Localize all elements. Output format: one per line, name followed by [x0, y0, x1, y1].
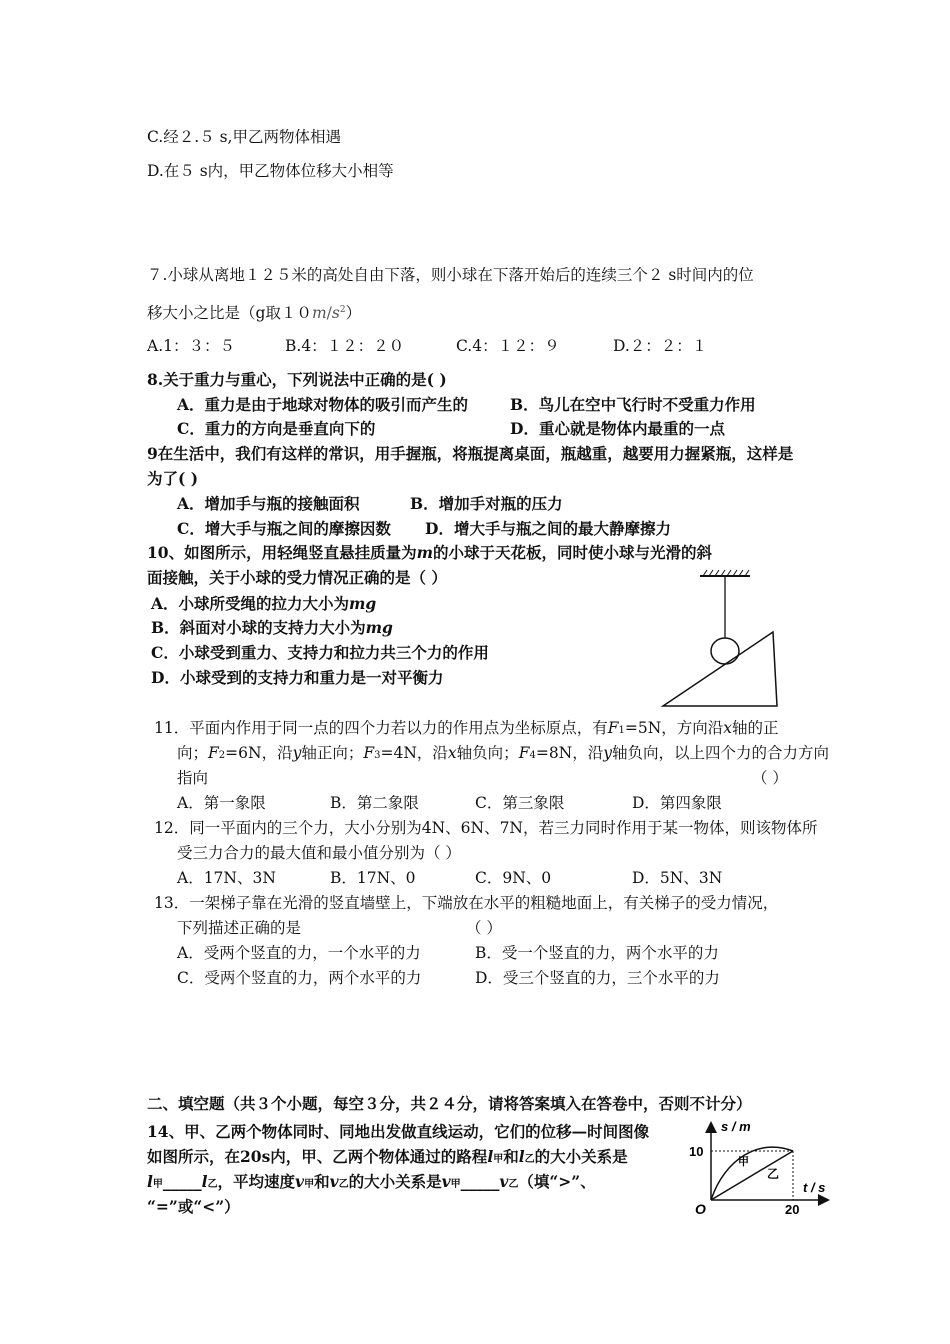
q9-option-a: A．增加手与瓶的接触面积: [177, 494, 360, 513]
ball: [711, 638, 739, 664]
q13-option-c: C．受两个竖直的力，两个水平的力: [177, 969, 422, 987]
q12-option-a: A．17N、3N: [177, 869, 276, 887]
q14-stem-line1: 14、甲、乙两个物体同时、同地出发做直线运动，它们的位移—时间图像: [147, 1122, 650, 1141]
q9-stem-line2: 为了( ): [147, 469, 199, 488]
q12-stem-line2: 受三力合力的最大值和最小值分别为（ ）: [177, 844, 461, 862]
q11-option-d: D．第四象限: [632, 794, 722, 812]
q9-option-d: D．增大手与瓶之间的最大静摩擦力: [425, 519, 671, 538]
q9-option-b: B．增加手对瓶的压力: [410, 494, 563, 513]
q8-option-c: C．重力的方向是垂直向下的: [177, 419, 376, 438]
line-yi-label: 乙: [767, 1167, 780, 1181]
x-axis-label: t / s: [803, 1180, 826, 1195]
q12-option-d: D．5N、3N: [632, 869, 723, 887]
incline-ball-figure: [655, 568, 785, 713]
q13-option-a: A．受两个竖直的力，一个水平的力: [177, 944, 421, 962]
q11-option-c: C．第三象限: [475, 794, 565, 812]
q14-stem-line3: l甲_____l乙，平均速度v甲和v乙的大小关系是v甲_____v乙（填“>”、: [147, 1172, 596, 1191]
q13-option-d: D．受三个竖直的力，三个水平的力: [475, 969, 720, 987]
q11-stem-line2: 向；F2=6N，沿y轴正向；F3=4N，沿x轴负向；F4=8N，沿y轴负向，以上四个力的合力方向: [177, 744, 830, 762]
y-tick-label: 10: [689, 1144, 704, 1159]
q10-option-d: D．小球受到的支持力和重力是一对平衡力: [151, 668, 444, 687]
x-tick-label: 20: [785, 1202, 800, 1217]
q12-option-c: C．9N、0: [475, 869, 552, 887]
origin-label: O: [695, 1201, 706, 1217]
q9-stem-line1: 9在生活中，我们有这样的常识，用手握瓶，将瓶提离桌面，瓶越重，越要用力握紧瓶，这样是: [147, 444, 794, 463]
q7-option-d: D.２：２：１: [613, 337, 708, 355]
q7-option-a: A.1：３：５: [147, 337, 235, 355]
q12-option-b: B．17N、0: [330, 869, 416, 887]
q10-stem-line1: 10、如图所示，用轻绳竖直悬挂质量为m的小球于天花板，同时使小球与光滑的斜: [147, 543, 712, 562]
q7-stem-line1: ７.小球从离地１２５米的高处自由下落，则小球在下落开始后的连续三个２ s时间内的位: [147, 266, 754, 284]
y-axis-label: s / m: [721, 1119, 751, 1134]
section2-heading: 二、填空题（共３个小题，每空３分，共２４分，请将答案填入在答卷中，否则不计分）: [147, 1094, 752, 1113]
q7-option-b: B.4：１２：２０: [285, 337, 405, 355]
q12-stem-line1: 12．同一平面内的三个力，大小分别为4N、6N、7N，若三力同时作用于某一物体，则该物体所: [154, 819, 818, 837]
q8-stem: 8.关于重力与重心，下列说法中正确的是( ): [147, 370, 447, 389]
q13-option-b: B．受一个竖直的力，两个水平的力: [475, 944, 719, 962]
q13-stem-line2: 下列描述正确的是: [177, 919, 302, 937]
q7-stem-line2: 移大小之比是（g取$10m/s^2$）: [147, 304, 362, 323]
q13-stem-line1: 13．一架梯子靠在光滑的竖直墙壁上，下端放在水平的粗糙地面上，有关梯子的受力情况，: [154, 894, 779, 912]
q8-option-b: B．鸟儿在空中飞行时不受重力作用: [510, 395, 756, 414]
q7-option-c: C.4：１２：９: [456, 337, 560, 355]
q14-stem-line2: 如图所示，在20s内，甲、乙两个物体通过的路程l甲和l乙的大小关系是: [147, 1147, 628, 1166]
q11-stem-line1: 11．平面内作用于同一点的四个力若以力的作用点为坐标原点，有F1=5N，方向沿x轴的正: [154, 719, 779, 737]
q11-option-b: B．第二象限: [330, 794, 419, 812]
q11-answer-paren: （ ）: [752, 769, 788, 787]
q10-option-a: A．小球所受绳的拉力大小为mg: [151, 594, 377, 613]
q6-option-d: D.在５ s内，甲乙物体位移大小相等: [147, 162, 394, 180]
curve-jia-label: 甲: [738, 1156, 749, 1168]
q6-option-c: C.经２.５ s,甲乙两物体相遇: [147, 128, 341, 146]
q10-option-b: B．斜面对小球的支持力大小为mg: [151, 618, 393, 637]
q11-option-a: A．第一象限: [177, 794, 266, 812]
q14-stem-line4: “=”或“<”）: [147, 1197, 240, 1216]
q13-answer-paren: （ ）: [466, 919, 502, 937]
q10-option-c: C．小球受到重力、支持力和拉力共三个力的作用: [151, 643, 489, 662]
q8-option-a: A．重力是由于地球对物体的吸引而产生的: [177, 395, 469, 414]
q9-option-c: C．增大手与瓶之间的摩擦因数: [177, 519, 391, 538]
st-graph-figure: [685, 1118, 835, 1218]
q10-stem-line2: 面接触，关于小球的受力情况正确的是（ ）: [147, 568, 447, 587]
q11-stem-line3: 指向: [177, 769, 209, 787]
q8-option-d: D．重心就是物体内最重的一点: [510, 419, 725, 438]
